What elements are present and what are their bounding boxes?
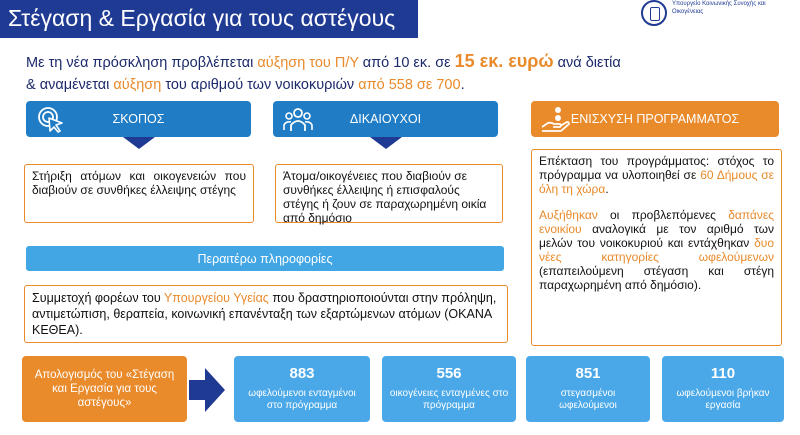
dikaiouxoi-text: Άτομα/οικογένειες που διαβιούν σε συνθήκες έλλειψης ή επισφαλούς στέγης ή ζουν σε παραχωρημένη οικία από δημόσιο	[275, 164, 503, 223]
intro-part: του αριθμού των νοικοκυριών	[161, 77, 359, 93]
people-group-icon	[283, 105, 313, 133]
text-part: (επαπειλούμενη στέγαση και στέγη παραχωρημένη από δημόσιο).	[539, 264, 774, 292]
intro-part: .	[460, 77, 465, 93]
intro-part: από 10 εκ. σε	[358, 55, 455, 71]
enisxysi-paragraph-1	[539, 154, 774, 196]
enisxysi-text	[531, 149, 782, 346]
stat-label: οικογένειες ενταγμένες στο πρόγραμμα	[389, 388, 509, 411]
ministry-name: Υπουργείο Κοινωνικής Συνοχής και Οικογένειας	[672, 1, 766, 15]
text-highlight: Αυξήθηκαν	[539, 208, 598, 222]
skopos-text: Στήριξη ατόμων και οικογενειών που διαβιούν σε συνθήκες έλλειψης στέγης	[24, 164, 254, 223]
text-highlight: δαπάνες ενοικίου	[539, 208, 774, 236]
enisxysi-header	[531, 101, 779, 137]
hand-coins-icon	[541, 105, 571, 133]
stat-label: ωφελούμενοι ενταγμένοι στο πρόγραμμα	[248, 388, 356, 411]
page-title: Στέγαση & Εργασία για τους αστέγους	[8, 5, 396, 31]
stat-number: 110	[710, 365, 736, 382]
caret-down-icon	[370, 137, 402, 149]
stat-card	[662, 356, 784, 422]
enisxysi-label: ΕΝΙΣΧΥΣΗ ΠΡΟΓΡΑΜΜΑΤΟΣ	[570, 112, 740, 126]
text-part: Επέκταση του προγράμματος: στόχος το πρόγραμμα να υλοποιηθεί σε	[539, 154, 774, 182]
apologismos-text: Απολογισμός του «Στέγαση και Εργασία για τους αστέγους»	[34, 369, 175, 409]
stat-card	[382, 356, 516, 422]
intro-highlight: αύξηση του Π/Υ	[257, 55, 359, 71]
cursor-click-icon	[36, 105, 66, 133]
arrow-right-icon	[189, 368, 225, 412]
intro-highlight: αύξηση	[113, 77, 162, 93]
intro-big-amount: 15 εκ. ευρώ	[454, 51, 554, 71]
title-bar	[0, 0, 418, 38]
dikaiouxoi-label: ΔΙΚΑΙΟΥΧΟΙ	[349, 112, 422, 126]
skopos-label: ΣΚΟΠΟΣ	[112, 112, 165, 126]
stat-number: 556	[436, 365, 462, 382]
stat-number: 851	[575, 365, 601, 382]
intro-highlight: από 558 σε 700	[358, 77, 461, 93]
stat-card	[234, 356, 370, 422]
text-highlight: 60 Δήμους σε όλη τη χώρα	[539, 168, 774, 196]
text-part: οι προβλεπόμενες	[597, 208, 729, 222]
stat-label: στεγασμένοι ωφελούμενοι	[559, 388, 617, 411]
text-highlight: δυο νέες κατηγορίες ωφελούμενων	[539, 236, 774, 264]
stat-label: ωφελούμενοι βρήκαν εργασία	[676, 388, 770, 411]
stat-card	[526, 356, 650, 422]
stat-number: 883	[289, 365, 315, 382]
caret-down-icon	[123, 137, 155, 149]
skopos-header	[26, 101, 251, 137]
intro-part: & αναμένεται	[26, 77, 114, 93]
enisxysi-paragraph-2	[539, 208, 774, 292]
greek-seal-icon	[641, 0, 667, 26]
text-highlight: Υπουργείου Υγείας	[163, 291, 269, 305]
intro-part: Με τη νέα πρόσκληση προβλέπεται	[26, 55, 258, 71]
more-info-label: Περαιτέρω πληροφορίες	[197, 251, 333, 266]
intro-part: ανά διετία	[553, 55, 621, 71]
text-part: Συμμετοχή φορέων του	[32, 291, 164, 305]
text-part: που δραστηριοποιούνται στην πρόληψη, αντιμετώπιση, θεραπεία, κοινωνική επανένταξη των εξαρτώμενων ατόμων (ΟΚΑΝΑ ΚΕΘΕΑ).	[32, 291, 497, 337]
intro-text	[26, 50, 706, 96]
text-part: .	[605, 182, 609, 196]
more-info-header	[26, 246, 504, 271]
dikaiouxoi-header	[273, 101, 498, 137]
apologismos-box	[22, 356, 187, 422]
more-info-text	[24, 285, 508, 343]
ministry-logo	[641, 0, 793, 30]
text-part: αναλογικά με τον αριθμό των μελών του νοικοκυριού και εντάχθηκαν	[539, 222, 774, 250]
